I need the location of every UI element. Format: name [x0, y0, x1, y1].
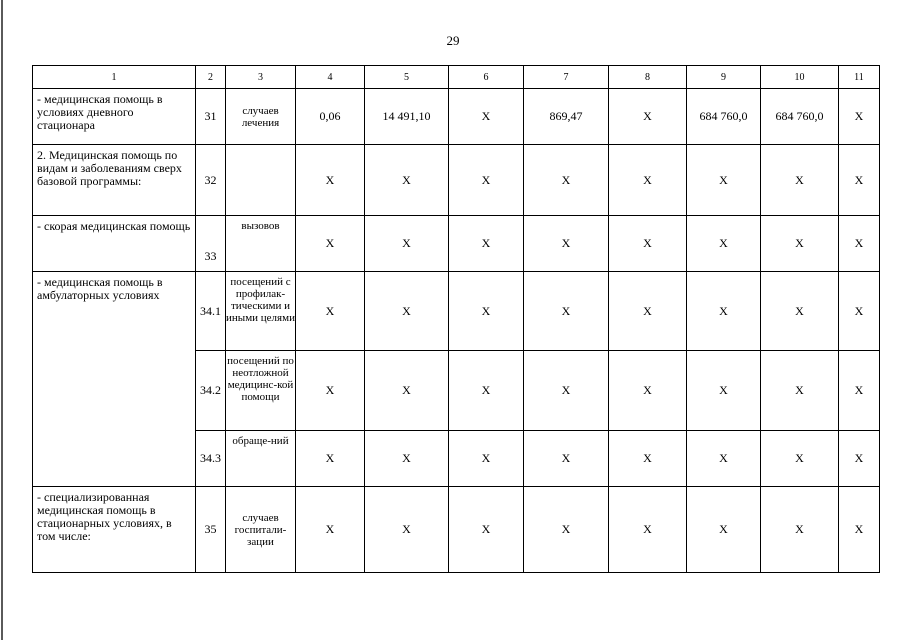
value-cell: X: [839, 351, 880, 431]
value-cell: X: [296, 431, 365, 487]
value-cell: 14 491,10: [365, 89, 449, 145]
value-cell: X: [761, 216, 839, 272]
value-cell: X: [687, 431, 761, 487]
value-cell: X: [524, 216, 609, 272]
page-number: 29: [446, 33, 460, 48]
value-cell: 684 760,0: [761, 89, 839, 145]
value-cell: X: [839, 145, 880, 216]
value-cell: X: [761, 487, 839, 573]
value-cell: X: [761, 431, 839, 487]
header-cell: 8: [609, 66, 687, 89]
value-cell: 869,47: [524, 89, 609, 145]
table-row: [33, 216, 880, 272]
row-unit: случаев лечения: [226, 89, 296, 145]
value-cell: 684 760,0: [687, 89, 761, 145]
row-code: 31: [196, 89, 226, 145]
header-cell: 3: [226, 66, 296, 89]
value-cell: X: [296, 351, 365, 431]
value-cell: X: [687, 351, 761, 431]
row-code: 34.1: [196, 272, 226, 351]
value-cell: X: [524, 145, 609, 216]
value-cell: X: [296, 216, 365, 272]
data-table: [32, 65, 880, 573]
header-cell: 7: [524, 66, 609, 89]
value-cell: X: [761, 351, 839, 431]
value-cell: X: [687, 216, 761, 272]
header-cell: 1: [33, 66, 196, 89]
header-cell: 10: [761, 66, 839, 89]
value-cell: X: [524, 487, 609, 573]
value-cell: X: [609, 431, 687, 487]
value-cell: X: [524, 272, 609, 351]
value-cell: X: [687, 272, 761, 351]
row-unit: [226, 145, 296, 216]
table-row: [33, 145, 880, 216]
page-edge: [1, 0, 3, 640]
value-cell: X: [365, 145, 449, 216]
row-code: 34.2: [196, 351, 226, 431]
row-label: 2. Медицинская помощь по видам и заболеваниям сверх базовой программы:: [33, 145, 196, 216]
row-unit: случаев госпитали-зации: [226, 487, 296, 573]
value-cell: X: [365, 351, 449, 431]
value-cell: X: [524, 351, 609, 431]
value-cell: X: [761, 145, 839, 216]
table-row: [33, 89, 880, 145]
row-unit: вызовов: [226, 216, 296, 272]
value-cell: X: [839, 272, 880, 351]
header-cell: 2: [196, 66, 226, 89]
value-cell: X: [296, 145, 365, 216]
value-cell: X: [687, 145, 761, 216]
value-cell: X: [609, 272, 687, 351]
value-cell: 0,06: [296, 89, 365, 145]
value-cell: X: [449, 145, 524, 216]
value-cell: X: [687, 487, 761, 573]
table-row: [33, 272, 880, 351]
value-cell: X: [296, 272, 365, 351]
value-cell: X: [449, 272, 524, 351]
row-code: 35: [196, 487, 226, 573]
value-cell: X: [524, 431, 609, 487]
value-cell: X: [365, 272, 449, 351]
row-label: - медицинская помощь в амбулаторных условиях: [33, 272, 196, 487]
value-cell: X: [839, 216, 880, 272]
value-cell: X: [839, 89, 880, 145]
header-row: [33, 66, 880, 89]
value-cell: X: [609, 351, 687, 431]
header-cell: 6: [449, 66, 524, 89]
value-cell: X: [449, 431, 524, 487]
value-cell: X: [449, 351, 524, 431]
value-cell: X: [761, 272, 839, 351]
value-cell: X: [609, 216, 687, 272]
value-cell: X: [449, 216, 524, 272]
value-cell: X: [609, 89, 687, 145]
value-cell: X: [449, 487, 524, 573]
row-label: - специализированная медицинская помощь в стационарных условиях, в том числе:: [33, 487, 196, 573]
value-cell: X: [839, 431, 880, 487]
value-cell: X: [449, 89, 524, 145]
value-cell: X: [839, 487, 880, 573]
row-code: 33: [196, 216, 226, 272]
value-cell: X: [365, 487, 449, 573]
table-row: [33, 487, 880, 573]
value-cell: X: [609, 145, 687, 216]
value-cell: X: [609, 487, 687, 573]
row-code: 32: [196, 145, 226, 216]
row-unit: обраще-ний: [226, 431, 296, 487]
value-cell: X: [365, 431, 449, 487]
row-label: - скорая медицинская помощь: [33, 216, 196, 272]
row-code: 34.3: [196, 431, 226, 487]
value-cell: X: [365, 216, 449, 272]
row-unit: посещений по неотложной медицинс-кой помощи: [226, 351, 296, 431]
header-cell: 9: [687, 66, 761, 89]
header-cell: 4: [296, 66, 365, 89]
row-label: - медицинская помощь в условиях дневного стационара: [33, 89, 196, 145]
header-cell: 5: [365, 66, 449, 89]
header-cell: 11: [839, 66, 880, 89]
value-cell: X: [296, 487, 365, 573]
row-unit: посещений с профилак-тическими и иными целями: [226, 272, 296, 351]
